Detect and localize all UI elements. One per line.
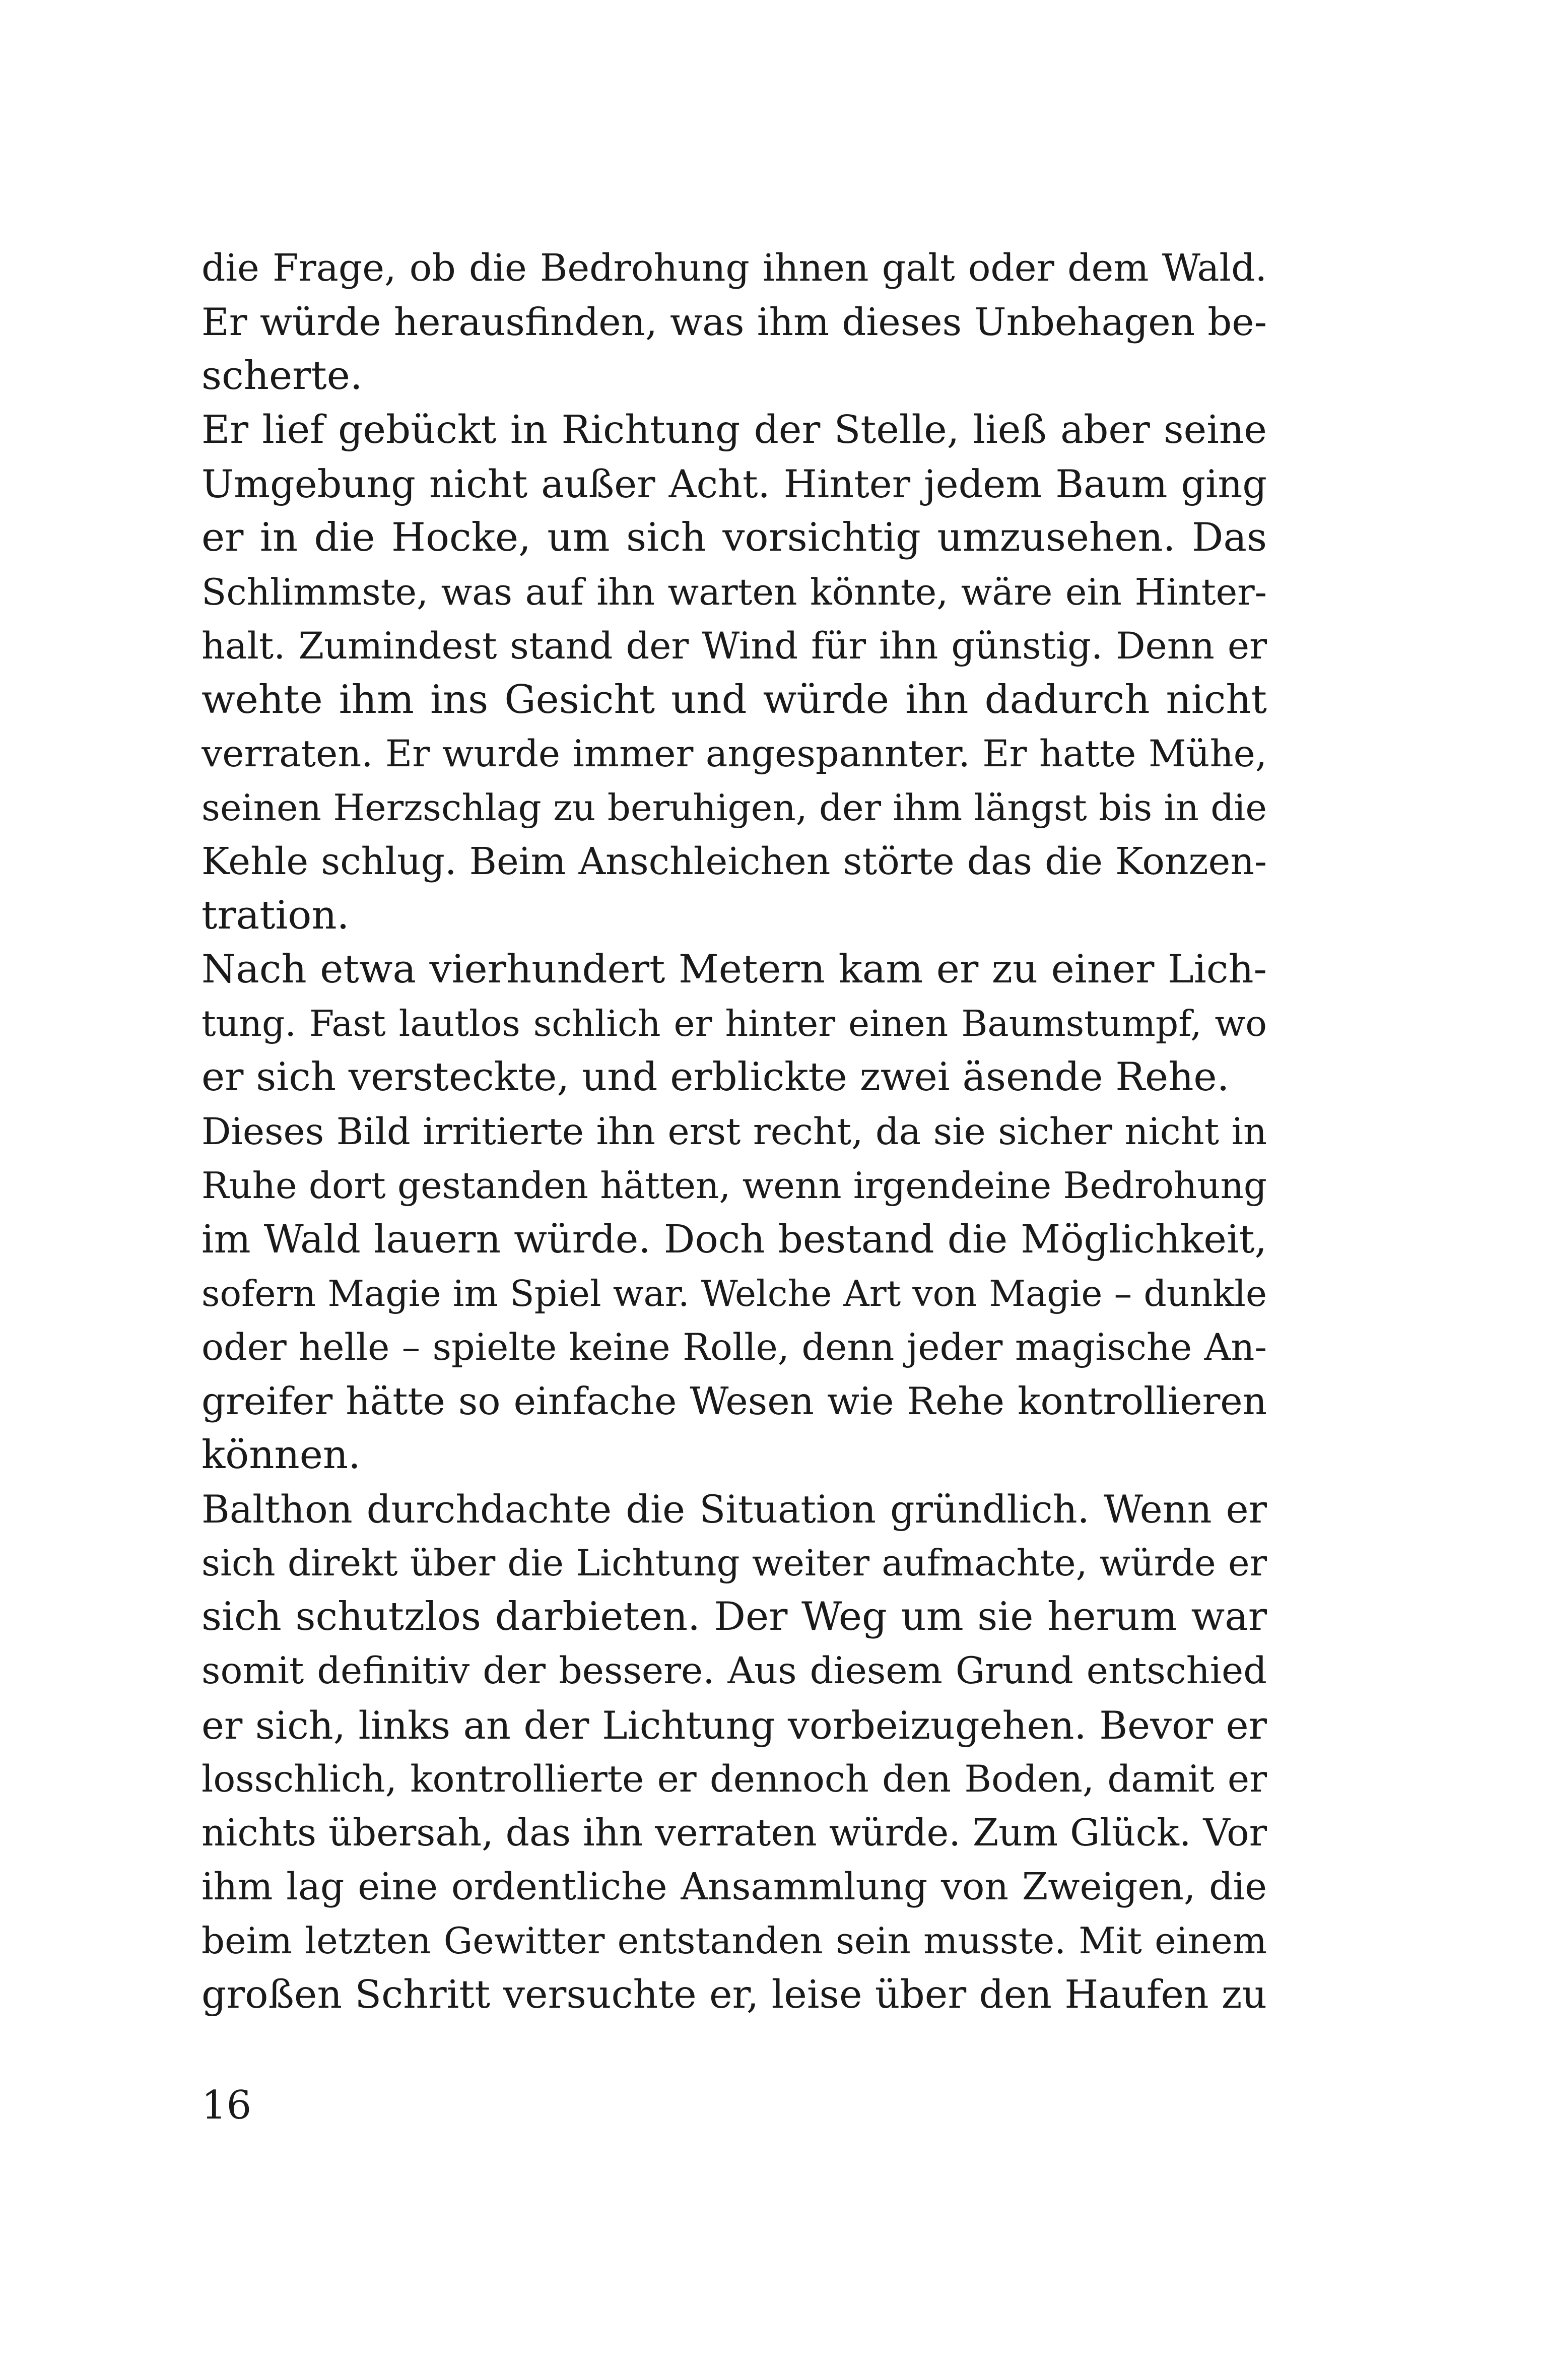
text-line: er sich, links an der Lichtung vorbeizugehen. Bevor er — [201, 1702, 1267, 1748]
text-line: Nach etwa vierhundert Metern kam er zu einer Lich- — [201, 947, 1267, 993]
text-line: tration. — [201, 893, 350, 939]
text-line: die Frage, ob die Bedrohung ihnen galt oder dem Wald. — [201, 246, 1267, 290]
text-line: Dieses Bild irritierte ihn erst recht, da sie sicher nicht in — [201, 1110, 1267, 1153]
text-line: Schlimmste, was auf ihn warten könnte, wäre ein Hinter- — [201, 570, 1267, 613]
text-line: Balthon durchdachte die Situation gründlich. Wenn er — [201, 1487, 1267, 1532]
text-line: im Wald lauern würde. Doch bestand die Möglichkeit, — [201, 1217, 1267, 1262]
text-line: er in die Hocke, um sich vorsichtig umzusehen. Das — [201, 515, 1267, 561]
text-line: Ruhe dort gestanden hätten, wenn irgendeine Bedrohung — [201, 1164, 1267, 1207]
text-line: sofern Magie im Spiel war. Welche Art von Magie – dunkle — [201, 1272, 1267, 1314]
page-number: 16 — [201, 2083, 252, 2128]
text-line: Er würde herausfinden, was ihm dieses Unbehagen be- — [201, 300, 1267, 345]
text-line: Kehle schlug. Beim Anschleichen störte das die Konzen- — [201, 840, 1267, 884]
text-line: oder helle – spielte keine Rolle, denn jeder magische An- — [201, 1326, 1267, 1369]
text-line: sich direkt über die Lichtung weiter aufmachte, würde er — [201, 1542, 1267, 1584]
text-line: sich schutzlos darbieten. Der Weg um sie herum war — [201, 1594, 1267, 1640]
text-line: beim letzten Gewitter entstanden sein musste. Mit einem — [201, 1919, 1267, 1962]
text-line: losschlich, kontrollierte er dennoch den Boden, damit er — [201, 1757, 1267, 1801]
text-line: tung. Fast lautlos schlich er hinter einen Baumstumpf, wo — [201, 1003, 1267, 1045]
text-line: Er lief gebückt in Richtung der Stelle, ließ aber seine — [201, 408, 1267, 453]
body-text — [201, 241, 1267, 2022]
text-line: nichts übersah, das ihn verraten würde. Zum Glück. Vor — [201, 1811, 1267, 1855]
text-line: somit definitiv der bessere. Aus diesem Grund entschied — [201, 1649, 1267, 1693]
text-line: scherte. — [201, 353, 363, 399]
text-line: können. — [201, 1432, 361, 1478]
text-line: großen Schritt versuchte er, leise über den Haufen zu — [201, 1972, 1267, 2017]
text-line: wehte ihm ins Gesicht und würde ihn dadurch nicht — [201, 677, 1267, 722]
text-line: seinen Herzschlag zu beruhigen, der ihm längst bis in die — [201, 786, 1267, 829]
text-line: greifer hätte so einfache Wesen wie Rehe kontrollieren — [201, 1378, 1267, 1423]
text-line: Umgebung nicht außer Acht. Hinter jedem Baum ging — [201, 461, 1267, 507]
text-line: er sich versteckte, und erblickte zwei äsende Rehe. — [201, 1054, 1230, 1100]
text-line: verraten. Er wurde immer angespannter. Er hatte Mühe, — [201, 732, 1267, 775]
text-line: ihm lag eine ordentliche Ansammlung von Zweigen, die — [201, 1865, 1267, 1908]
text-line: halt. Zumindest stand der Wind für ihn günstig. Denn er — [201, 624, 1267, 668]
